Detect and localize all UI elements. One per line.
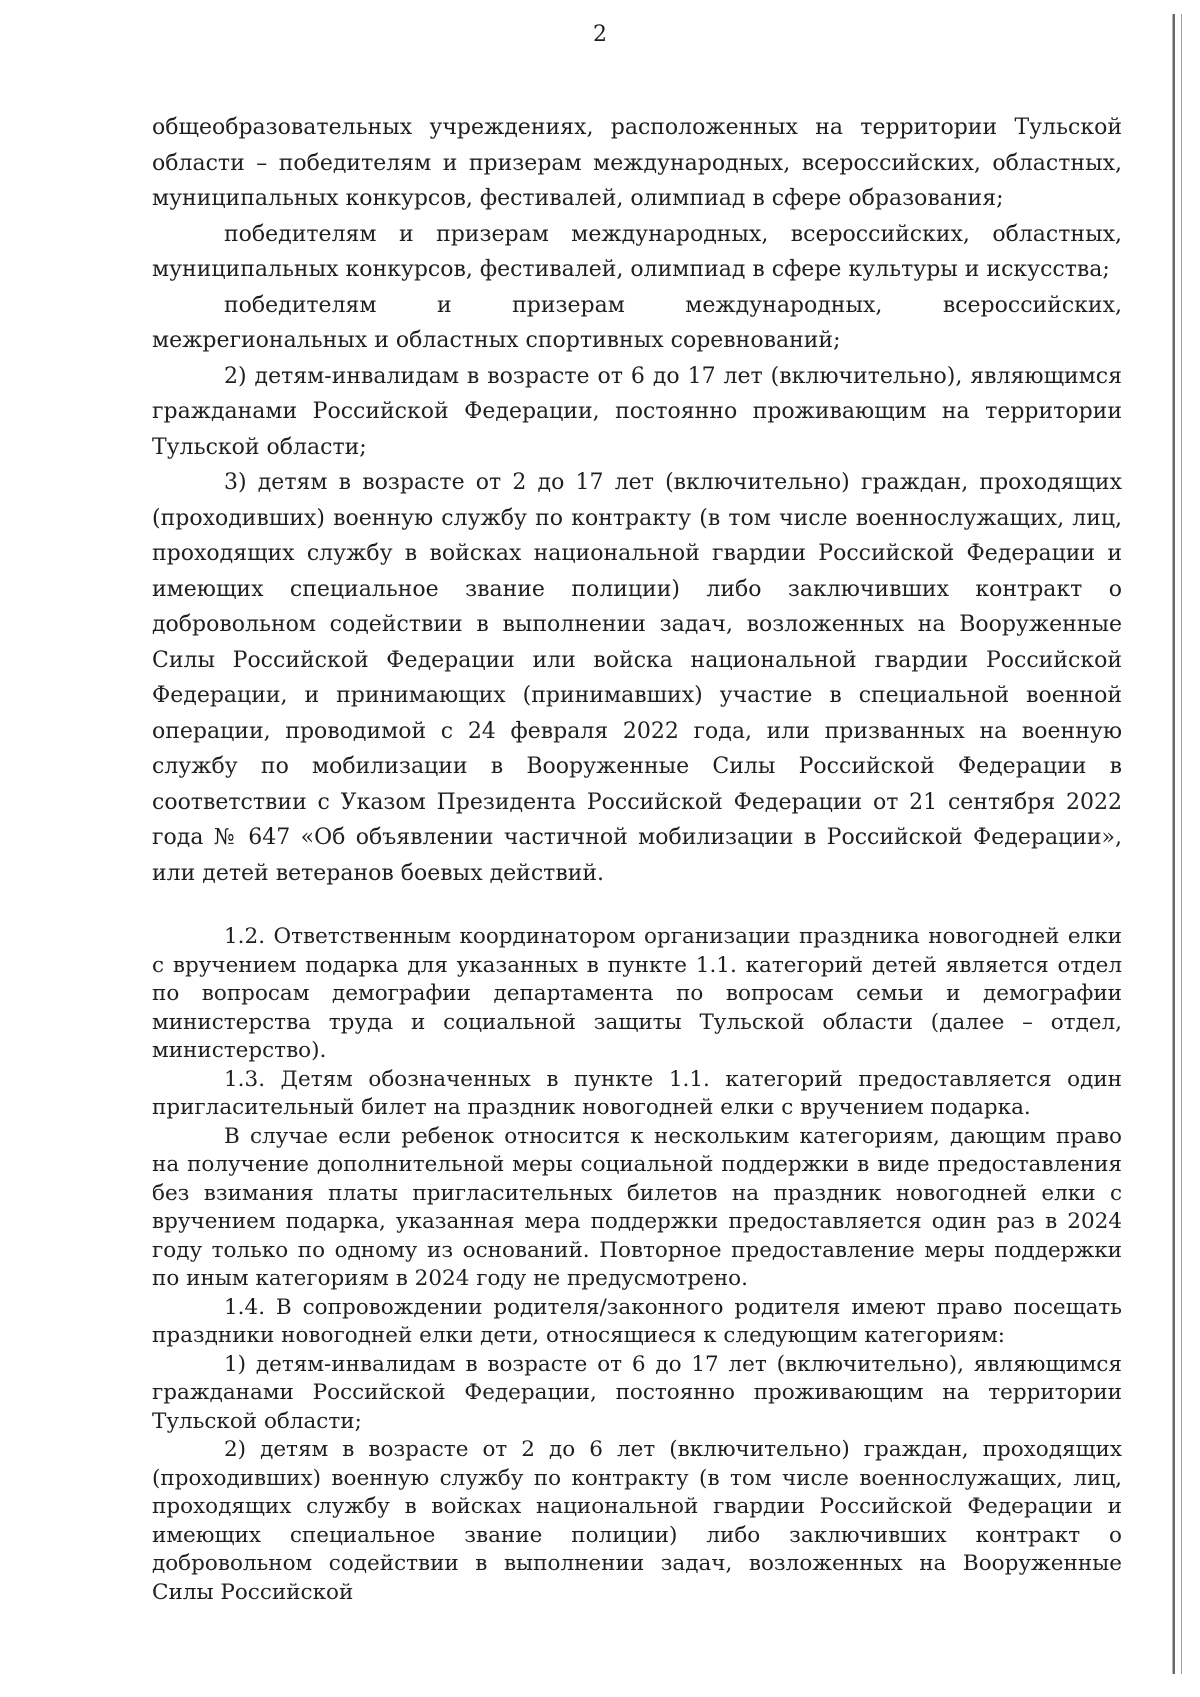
paragraph: 1.4. В сопровождении родителя/законного родителя имеют право посещать праздники новогодней елки дети, относящиеся к следующим категориям: <box>152 1294 1122 1348</box>
paragraph: общеобразовательных учреждениях, расположенных на территории Тульской области – победителям и призерам международных, всероссийских, областных, муниципальных конкурсов, фестивалей, олимпиад в сфере образования; <box>152 115 1122 211</box>
paragraph: 1) детям-инвалидам в возрасте от 6 до 17 лет (включительно), являющимся гражданами Российской Федерации, постоянно проживающим на территории Тульской области; <box>152 1351 1122 1434</box>
page-number: 2 <box>593 22 607 47</box>
document-body-bottom <box>152 923 1122 1607</box>
paragraph: победителям и призерам международных, всероссийских, областных, муниципальных конкурсов, фестивалей, олимпиад в сфере культуры и искусства; <box>152 221 1122 282</box>
paragraph: 1.2. Ответственным координатором организации праздника новогодней елки с вручением подарка для указанных в пункте 1.1. категорий детей является отдел по вопросам демографии департамента по вопросам семьи и демографии министерства труда и социальной защиты Тульской области (далее – отдел, министерство). <box>152 924 1122 1063</box>
paragraph: В случае если ребенок относится к нескольким категориям, дающим право на получение дополнительной меры социальной поддержки в виде предоставления без взимания платы пригласительных билетов на праздник новогодней елки с вручением подарка, указанная мера поддержки предоставляется один раз в 2024 году только по одному из оснований. Повторное предоставление меры поддержки по иным категориям в 2024 году не предусмотрено. <box>152 1123 1122 1291</box>
document-body-top <box>152 110 1122 891</box>
paragraph: победителям и призерам международных, всероссийских, межрегиональных и областных спортивных соревнований; <box>152 292 1122 353</box>
paragraph: 2) детям-инвалидам в возрасте от 6 до 17 лет (включительно), являющимся гражданами Российской Федерации, постоянно проживающим на территории Тульской области; <box>152 363 1122 460</box>
paragraph: 2) детям в возрасте от 2 до 6 лет (включительно) граждан, проходящих (проходивших) военную службу по контракту (в том числе военнослужащих, лиц, проходящих службу в войсках национальной гвардии Российской Федерации и имеющих специальное звание полиции) либо заключивших контракт о добровольном содействии в выполнении задач, возложенных на Вооруженные Силы Российской <box>152 1437 1122 1605</box>
scan-edge-border <box>1173 14 1182 1674</box>
paragraph: 3) детям в возрасте от 2 до 17 лет (включительно) граждан, проходящих (проходивших) военную службу по контракту (в том числе военнослужащих, лиц, проходящих службу в войсках национальной гвардии Российской Федерации и имеющих специальное звание полиции) либо заключивших контракт о добровольном содействии в выполнении задач, возложенных на Вооруженные Силы Российской Федерации или войска национальной гвардии Российской Федерации, и принимающих (принимавших) участие в специальной военной операции, проводимой с 24 февраля 2022 года, или призванных на военную службу по мобилизации в Вооруженные Силы Российской Федерации в соответствии с Указом Президента Российской Федерации от 21 сентября 2022 года № 647 «Об объявлении частичной мобилизации в Российской Федерации», или детей ветеранов боевых действий. <box>152 470 1122 886</box>
scan-edge-line <box>1172 14 1173 1674</box>
paragraph: 1.3. Детям обозначенных в пункте 1.1. категорий предоставляется один пригласительный билет на праздник новогодней елки с вручением подарка. <box>152 1066 1122 1120</box>
